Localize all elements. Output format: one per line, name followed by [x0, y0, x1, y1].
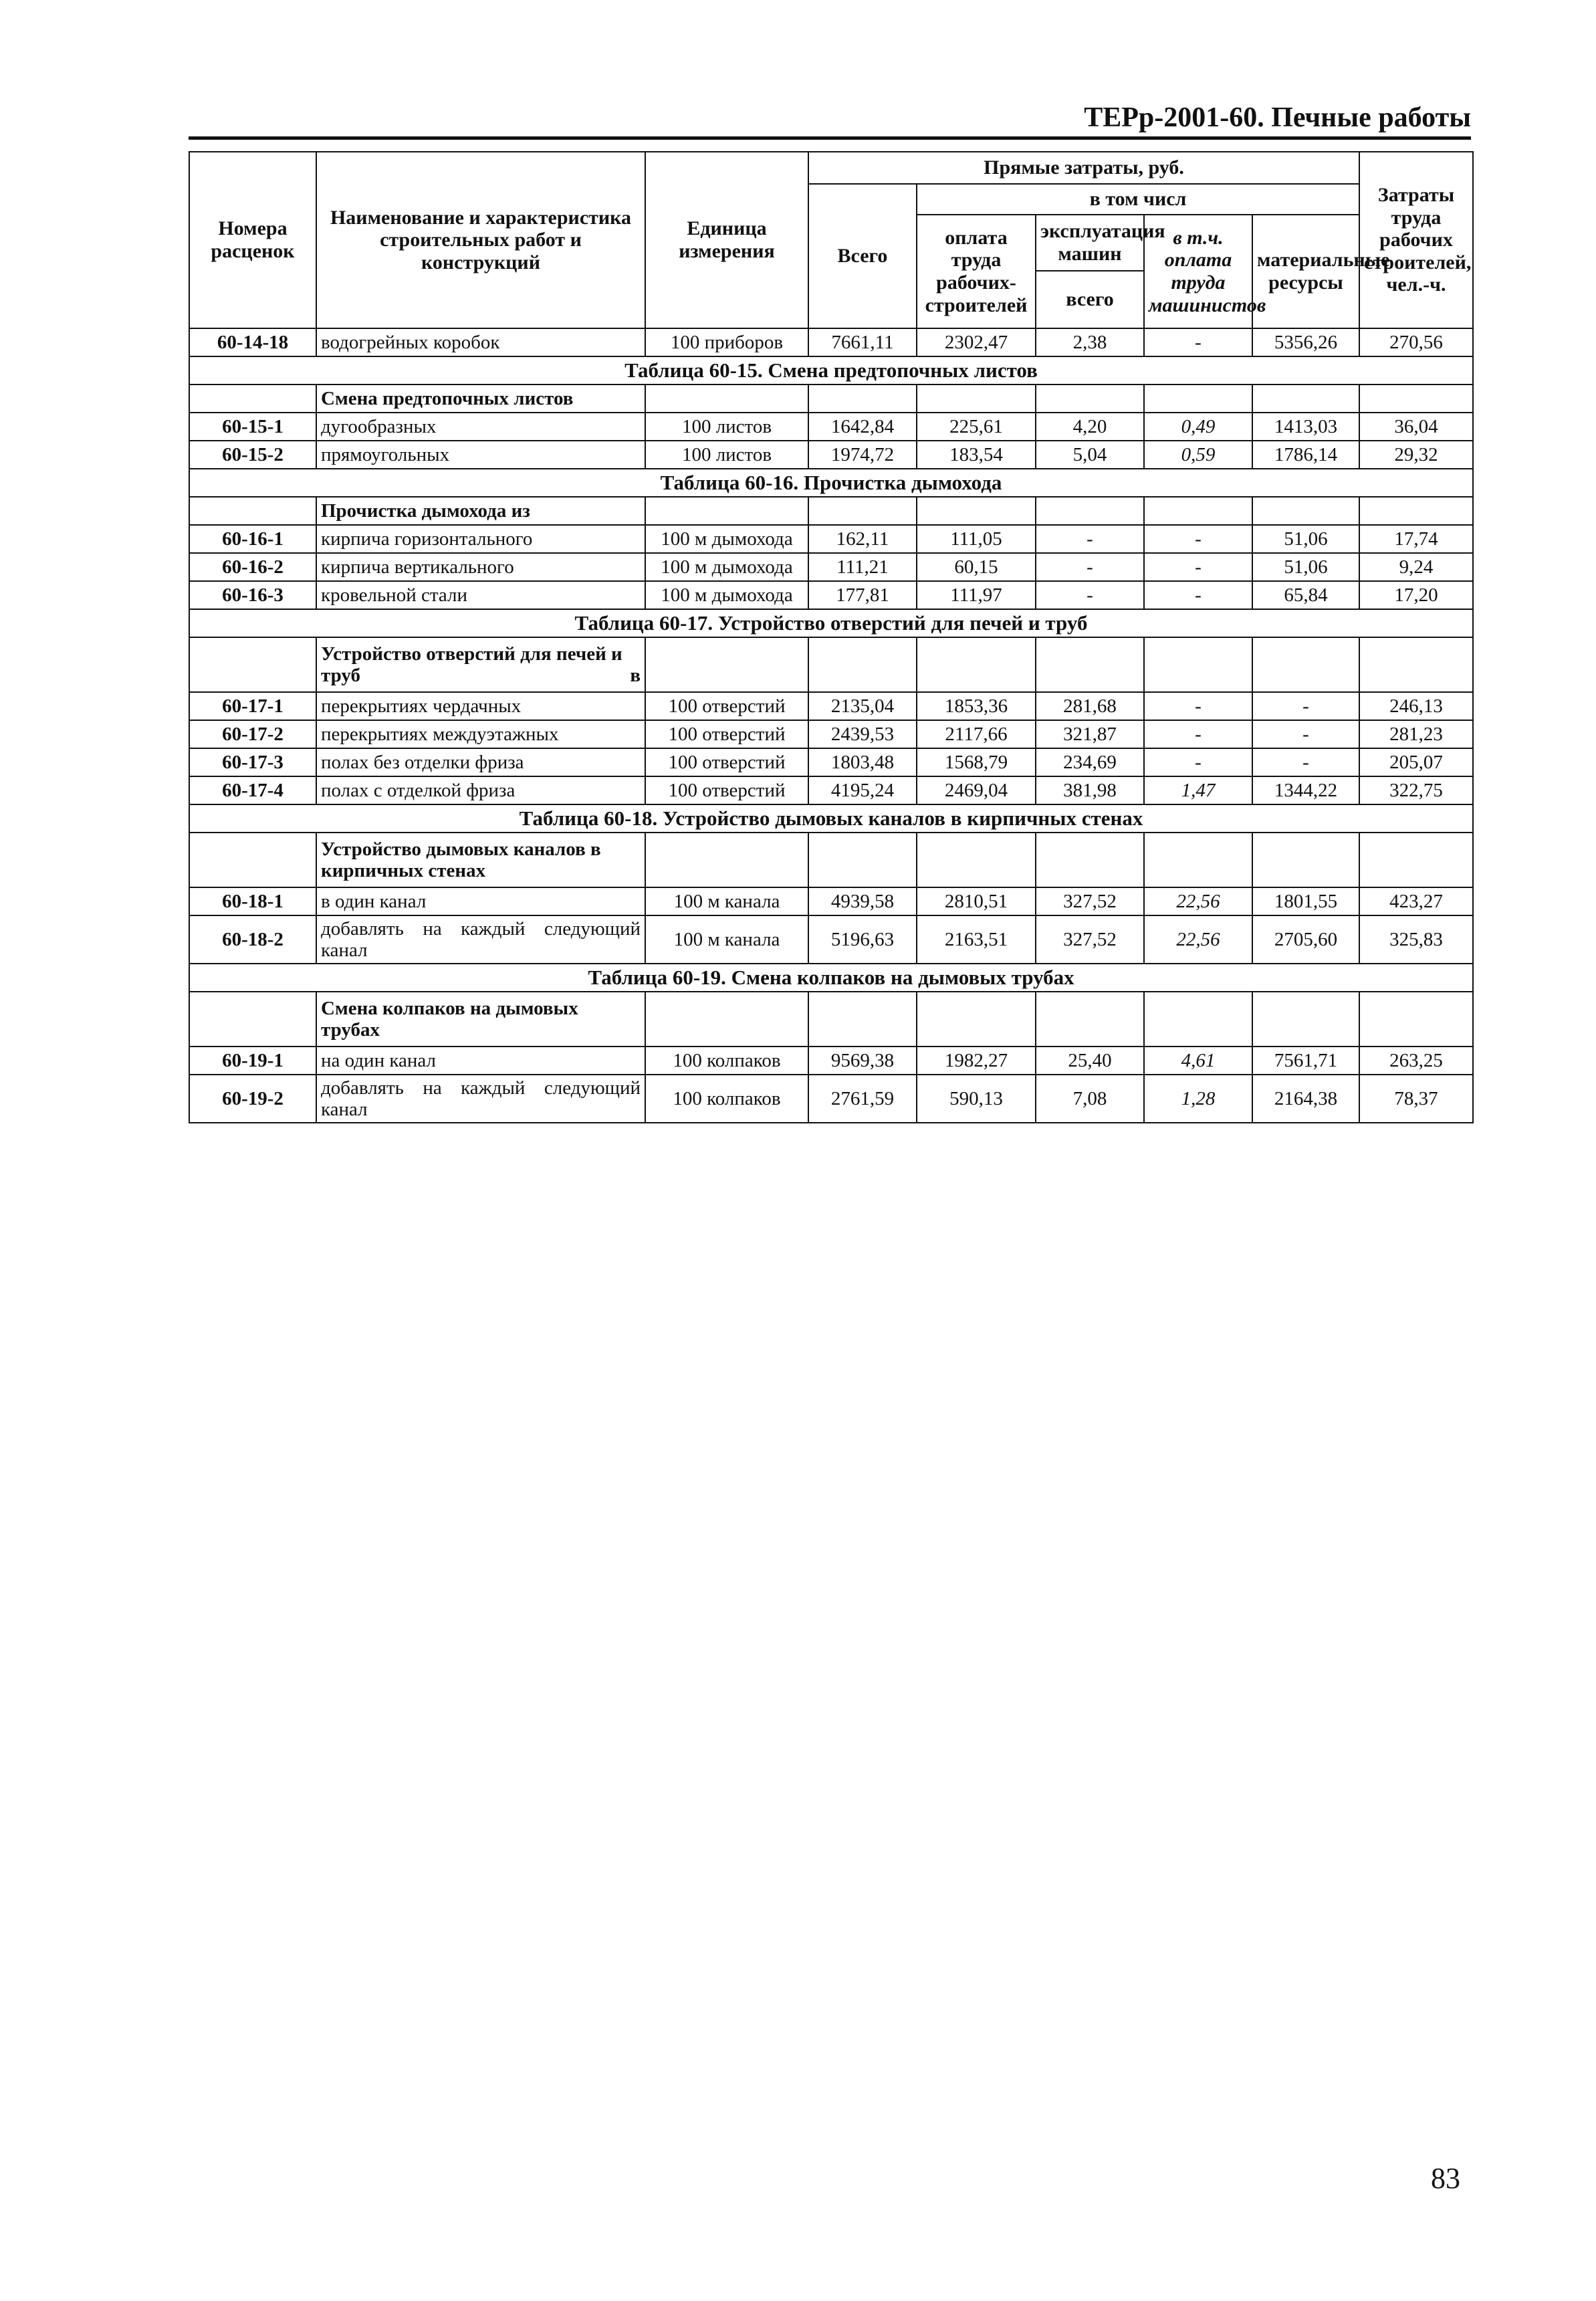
total: 1803,48	[808, 748, 917, 776]
wages: 183,54	[917, 441, 1036, 469]
work-name: на один канал	[316, 1047, 645, 1075]
rates-table	[189, 151, 1474, 1123]
work-name: кровельной стали	[316, 581, 645, 609]
table-row	[189, 1047, 1473, 1075]
total: 7661,11	[808, 328, 917, 356]
section-row	[189, 992, 1473, 1047]
empty-cell	[1359, 497, 1473, 525]
col-wages-header: оплата труда рабочих-строителей	[917, 215, 1036, 328]
page-header	[189, 100, 1471, 140]
rate-code: 60-17-3	[189, 748, 316, 776]
rate-code: 60-18-2	[189, 915, 316, 964]
rate-code: 60-14-18	[189, 328, 316, 356]
labor: 325,83	[1359, 915, 1473, 964]
empty-cell	[1144, 992, 1252, 1047]
empty-cell	[1144, 497, 1252, 525]
empty-cell	[808, 497, 917, 525]
total: 1642,84	[808, 413, 917, 441]
col-including-header: в том числ	[917, 184, 1359, 215]
empty-cell	[1036, 992, 1144, 1047]
table-row	[189, 692, 1473, 720]
machines: -	[1036, 553, 1144, 581]
section-title: Прочистка дымохода из	[316, 497, 645, 525]
labor: 17,74	[1359, 525, 1473, 553]
wages: 1982,27	[917, 1047, 1036, 1075]
empty-cell	[1036, 833, 1144, 887]
table-caption: Таблица 60-19. Смена колпаков на дымовых трубах	[189, 964, 1473, 992]
empty-cell	[917, 497, 1036, 525]
empty-cell	[1252, 637, 1359, 692]
work-name: перекрытиях междуэтажных	[316, 720, 645, 748]
table-caption-60-19	[189, 964, 1473, 992]
col-labor-header: Затраты труда рабочих строителей, чел.-ч.	[1359, 152, 1473, 328]
empty-cell	[189, 497, 316, 525]
document-title: ТЕРр-2001-60. Печные работы	[1084, 102, 1471, 133]
col-total-header: Всего	[808, 184, 917, 328]
empty-cell	[1036, 497, 1144, 525]
unit: 100 отверстий	[645, 692, 808, 720]
wages: 590,13	[917, 1075, 1036, 1123]
empty-cell	[189, 992, 316, 1047]
work-name: добавлять на каждый следующий канал	[316, 1075, 645, 1123]
work-name: полах с отделкой фриза	[316, 776, 645, 804]
machinist-wages: -	[1144, 692, 1252, 720]
unit: 100 колпаков	[645, 1047, 808, 1075]
table-caption: Таблица 60-16. Прочистка дымохода	[189, 469, 1473, 497]
section-row	[189, 833, 1473, 887]
work-name: кирпича горизонтального	[316, 525, 645, 553]
empty-cell	[917, 637, 1036, 692]
empty-cell	[1252, 497, 1359, 525]
rate-code: 60-16-1	[189, 525, 316, 553]
machinist-wages: 1,28	[1144, 1075, 1252, 1123]
rate-code: 60-17-1	[189, 692, 316, 720]
unit: 100 м дымохода	[645, 581, 808, 609]
wages: 2469,04	[917, 776, 1036, 804]
table-caption-60-18	[189, 804, 1473, 833]
labor: 17,20	[1359, 581, 1473, 609]
empty-cell	[1252, 385, 1359, 413]
wages: 111,97	[917, 581, 1036, 609]
wages: 111,05	[917, 525, 1036, 553]
empty-cell	[645, 637, 808, 692]
materials: 1801,55	[1252, 887, 1359, 915]
labor: 263,25	[1359, 1047, 1473, 1075]
rate-code: 60-15-1	[189, 413, 316, 441]
materials: 51,06	[1252, 553, 1359, 581]
work-name: полах без отделки фриза	[316, 748, 645, 776]
wages: 225,61	[917, 413, 1036, 441]
table-caption: Таблица 60-18. Устройство дымовых каналов в кирпичных стенах	[189, 804, 1473, 833]
rate-code: 60-17-4	[189, 776, 316, 804]
table-row	[189, 441, 1473, 469]
empty-cell	[645, 833, 808, 887]
work-name: дугообразных	[316, 413, 645, 441]
labor: 246,13	[1359, 692, 1473, 720]
section-row	[189, 385, 1473, 413]
work-name: водогрейных коробок	[316, 328, 645, 356]
col-machines-header: эксплуатация машин	[1036, 215, 1144, 271]
empty-cell	[808, 385, 917, 413]
materials: -	[1252, 720, 1359, 748]
empty-cell	[645, 385, 808, 413]
machinist-wages: -	[1144, 748, 1252, 776]
materials: 7561,71	[1252, 1047, 1359, 1075]
work-name: перекрытиях чердачных	[316, 692, 645, 720]
section-title: Смена предтопочных листов	[316, 385, 645, 413]
machinist-wages: -	[1144, 581, 1252, 609]
machines: 4,20	[1036, 413, 1144, 441]
empty-cell	[1252, 833, 1359, 887]
col-direct-costs-header: Прямые затраты, руб.	[808, 152, 1359, 184]
table-row	[189, 525, 1473, 553]
total: 1974,72	[808, 441, 917, 469]
machines: 321,87	[1036, 720, 1144, 748]
machinist-wages: 22,56	[1144, 915, 1252, 964]
total: 162,11	[808, 525, 917, 553]
table-row	[189, 1075, 1473, 1123]
labor: 36,04	[1359, 413, 1473, 441]
table-row	[189, 748, 1473, 776]
machines: 327,52	[1036, 915, 1144, 964]
empty-cell	[189, 385, 316, 413]
empty-cell	[808, 637, 917, 692]
table-header	[189, 152, 1473, 328]
empty-cell	[1359, 385, 1473, 413]
machines: 327,52	[1036, 887, 1144, 915]
machines: 234,69	[1036, 748, 1144, 776]
work-name: прямоугольных	[316, 441, 645, 469]
section-title: Устройство дымовых каналов в кирпичных стенах	[316, 833, 645, 887]
table-caption-60-17	[189, 609, 1473, 637]
unit: 100 отверстий	[645, 720, 808, 748]
table-row	[189, 413, 1473, 441]
unit: 100 листов	[645, 441, 808, 469]
wages: 2163,51	[917, 915, 1036, 964]
materials: -	[1252, 748, 1359, 776]
section-title: Смена колпаков на дымовых трубах	[316, 992, 645, 1047]
rate-code: 60-19-2	[189, 1075, 316, 1123]
machinist-wages: -	[1144, 525, 1252, 553]
unit: 100 отверстий	[645, 748, 808, 776]
total: 2135,04	[808, 692, 917, 720]
table-caption: Таблица 60-17. Устройство отверстий для печей и труб	[189, 609, 1473, 637]
table-row	[189, 328, 1473, 356]
rate-code: 60-15-2	[189, 441, 316, 469]
empty-cell	[1036, 385, 1144, 413]
empty-cell	[1359, 637, 1473, 692]
empty-cell	[189, 637, 316, 692]
labor: 270,56	[1359, 328, 1473, 356]
rate-code: 60-16-3	[189, 581, 316, 609]
wages: 1568,79	[917, 748, 1036, 776]
table-caption-60-15	[189, 356, 1473, 385]
empty-cell	[1144, 385, 1252, 413]
wages: 2117,66	[917, 720, 1036, 748]
total: 4195,24	[808, 776, 917, 804]
col-machines-total-header: всего	[1036, 271, 1144, 328]
unit: 100 м дымохода	[645, 553, 808, 581]
section-row	[189, 637, 1473, 692]
machines: -	[1036, 581, 1144, 609]
total: 2761,59	[808, 1075, 917, 1123]
machines: -	[1036, 525, 1144, 553]
table-row	[189, 776, 1473, 804]
unit: 100 листов	[645, 413, 808, 441]
table-caption: Таблица 60-15. Смена предтопочных листов	[189, 356, 1473, 385]
empty-cell	[1359, 833, 1473, 887]
total: 111,21	[808, 553, 917, 581]
labor: 9,24	[1359, 553, 1473, 581]
page-number: 83	[1431, 2162, 1460, 2195]
wages: 2302,47	[917, 328, 1036, 356]
wages: 2810,51	[917, 887, 1036, 915]
total: 5196,63	[808, 915, 917, 964]
section-title: Устройство отверстий для печей и труб в	[316, 637, 645, 692]
machines: 281,68	[1036, 692, 1144, 720]
materials: 1786,14	[1252, 441, 1359, 469]
wages: 60,15	[917, 553, 1036, 581]
rate-code: 60-16-2	[189, 553, 316, 581]
rate-code: 60-17-2	[189, 720, 316, 748]
machinist-wages: -	[1144, 720, 1252, 748]
materials: -	[1252, 692, 1359, 720]
machines: 7,08	[1036, 1075, 1144, 1123]
unit: 100 м дымохода	[645, 525, 808, 553]
machines: 381,98	[1036, 776, 1144, 804]
machinist-wages: 0,59	[1144, 441, 1252, 469]
machines: 5,04	[1036, 441, 1144, 469]
rate-code: 60-18-1	[189, 887, 316, 915]
wages: 1853,36	[917, 692, 1036, 720]
machinist-wages: -	[1144, 553, 1252, 581]
empty-cell	[645, 992, 808, 1047]
materials: 51,06	[1252, 525, 1359, 553]
work-name: кирпича вертикального	[316, 553, 645, 581]
total: 9569,38	[808, 1047, 917, 1075]
materials: 2164,38	[1252, 1075, 1359, 1123]
empty-cell	[189, 833, 316, 887]
total: 4939,58	[808, 887, 917, 915]
unit: 100 м канала	[645, 887, 808, 915]
labor: 205,07	[1359, 748, 1473, 776]
machines: 25,40	[1036, 1047, 1144, 1075]
unit: 100 приборов	[645, 328, 808, 356]
unit: 100 м канала	[645, 915, 808, 964]
col-materials-header: материальные ресурсы	[1252, 215, 1359, 328]
materials: 1413,03	[1252, 413, 1359, 441]
empty-cell	[917, 833, 1036, 887]
table-row	[189, 581, 1473, 609]
col-machinist-wages-header: в т.ч. оплата труда машинистов	[1144, 215, 1252, 328]
labor: 281,23	[1359, 720, 1473, 748]
machinist-wages: 1,47	[1144, 776, 1252, 804]
empty-cell	[1252, 992, 1359, 1047]
machinist-wages: 22,56	[1144, 887, 1252, 915]
labor: 29,32	[1359, 441, 1473, 469]
table-row	[189, 553, 1473, 581]
materials: 65,84	[1252, 581, 1359, 609]
empty-cell	[1144, 833, 1252, 887]
total: 2439,53	[808, 720, 917, 748]
empty-cell	[808, 833, 917, 887]
rate-code: 60-19-1	[189, 1047, 316, 1075]
unit: 100 колпаков	[645, 1075, 808, 1123]
col-name-header: Наименование и характеристика строительных работ и конструкций	[316, 152, 645, 328]
table-caption-60-16	[189, 469, 1473, 497]
empty-cell	[917, 385, 1036, 413]
table-row	[189, 887, 1473, 915]
unit: 100 отверстий	[645, 776, 808, 804]
machines: 2,38	[1036, 328, 1144, 356]
col-code-header: Номера расценок	[189, 152, 316, 328]
materials: 1344,22	[1252, 776, 1359, 804]
work-name: добавлять на каждый следующий канал	[316, 915, 645, 964]
machinist-wages: -	[1144, 328, 1252, 356]
col-unit-header: Единица измерения	[645, 152, 808, 328]
empty-cell	[808, 992, 917, 1047]
section-row	[189, 497, 1473, 525]
table-row	[189, 720, 1473, 748]
materials: 2705,60	[1252, 915, 1359, 964]
empty-cell	[1036, 637, 1144, 692]
labor: 423,27	[1359, 887, 1473, 915]
work-name: в один канал	[316, 887, 645, 915]
empty-cell	[1359, 992, 1473, 1047]
materials: 5356,26	[1252, 328, 1359, 356]
empty-cell	[1144, 637, 1252, 692]
empty-cell	[917, 992, 1036, 1047]
machinist-wages: 4,61	[1144, 1047, 1252, 1075]
labor: 78,37	[1359, 1075, 1473, 1123]
machinist-wages: 0,49	[1144, 413, 1252, 441]
table-row	[189, 915, 1473, 964]
total: 177,81	[808, 581, 917, 609]
labor: 322,75	[1359, 776, 1473, 804]
empty-cell	[645, 497, 808, 525]
